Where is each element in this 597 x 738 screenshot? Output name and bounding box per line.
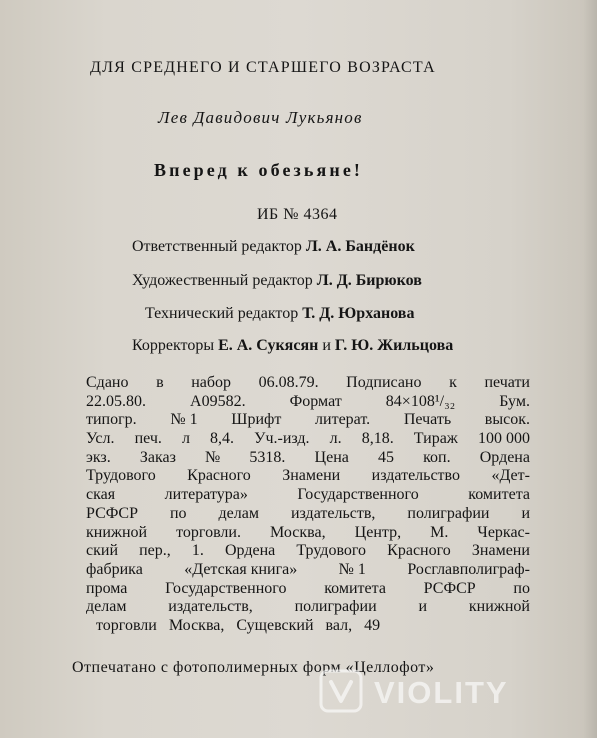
imprint-word: полиграфии bbox=[294, 598, 377, 616]
imprint-word: по bbox=[513, 579, 530, 597]
imprint-word: и bbox=[418, 598, 428, 616]
imprint-word: Росглавполиграф- bbox=[407, 560, 530, 578]
credit-responsible-editor bbox=[132, 237, 415, 257]
imprint-word: Знамени bbox=[471, 542, 530, 560]
imprint-word: издательство bbox=[371, 467, 460, 485]
imprint-line bbox=[86, 617, 530, 636]
imprint-word: и bbox=[521, 504, 530, 522]
imprint-word: Печать bbox=[403, 411, 452, 429]
imprint-word: ская bbox=[86, 486, 116, 504]
watermark-text: VIOLITY bbox=[374, 675, 509, 710]
imprint-word: Знамени bbox=[282, 467, 341, 485]
imprint-word: РСФСР bbox=[86, 504, 138, 522]
imprint-word: «Дет- bbox=[491, 467, 530, 485]
imprint-word: высок. bbox=[484, 411, 530, 429]
imprint-word: коп. bbox=[423, 448, 451, 466]
imprint-word: полиграфии bbox=[407, 504, 490, 522]
credit-role: Художественный редактор bbox=[132, 272, 313, 289]
imprint-line bbox=[86, 393, 530, 412]
imprint-line bbox=[86, 524, 530, 543]
imprint-word: л bbox=[181, 430, 190, 448]
imprint-word: Красного bbox=[187, 467, 251, 485]
imprint-line bbox=[86, 505, 530, 524]
imprint-word: 45 bbox=[377, 448, 394, 466]
imprint-word: ский bbox=[86, 542, 118, 560]
imprint-word: к bbox=[449, 374, 457, 391]
imprint-word: печати bbox=[484, 374, 530, 391]
imprint-word: торговли. bbox=[176, 523, 241, 541]
imprint-word: комитета bbox=[324, 579, 386, 597]
imprint-word: А09582. bbox=[190, 392, 246, 410]
credit-technical-editor bbox=[145, 304, 414, 324]
credit-name: Г. Ю. Жильцова bbox=[334, 337, 454, 354]
credit-role: Ответственный редактор bbox=[132, 238, 302, 255]
imprint-word: Москва, bbox=[270, 523, 326, 541]
credit-name: Л. Д. Бирюков bbox=[316, 272, 422, 289]
imprint-word: 5318. bbox=[249, 448, 286, 466]
imprint-line bbox=[86, 542, 530, 561]
imprint-word: Государственного bbox=[165, 579, 287, 597]
imprint-word: Трудового bbox=[86, 467, 156, 485]
imprint-word: Черкас- bbox=[477, 523, 530, 541]
imprint-word: 84×108¹/₃₂ bbox=[385, 392, 456, 410]
imprint-word: РСФСР bbox=[423, 579, 476, 597]
imprint-word: пер., bbox=[139, 542, 171, 560]
credit-art-editor bbox=[132, 271, 422, 291]
imprint-line bbox=[86, 449, 530, 468]
imprint-word: делам bbox=[86, 598, 127, 616]
credit-name: Л. А. Бандёнок bbox=[305, 238, 415, 255]
imprint-word: литература» bbox=[164, 486, 248, 504]
imprint-word: издательств, bbox=[290, 504, 376, 522]
imprint-word: по bbox=[169, 504, 187, 522]
imprint-word: набор bbox=[191, 374, 232, 391]
imprint-word: Ордена bbox=[479, 448, 530, 466]
imprint-word: типогр. bbox=[86, 411, 137, 429]
imprint-line bbox=[86, 430, 530, 449]
imprint-word: фабрика bbox=[86, 560, 143, 578]
imprint-line bbox=[86, 467, 530, 486]
imprint-line bbox=[86, 561, 530, 580]
imprint-word: комитета bbox=[468, 486, 530, 504]
imprint-word: Усл. bbox=[86, 430, 115, 448]
imprint-word: Ордена bbox=[225, 542, 276, 560]
imprint-word: № bbox=[205, 448, 221, 466]
credit-joiner: и bbox=[322, 337, 331, 354]
printing-note: Отпечатано с фотополимерных форм «Целлофот» bbox=[72, 659, 435, 676]
imprint-word: Шрифт bbox=[231, 411, 282, 429]
imprint-word: 06.08.79. bbox=[258, 374, 319, 391]
imprint-word: прома bbox=[86, 579, 128, 597]
imprint-word: 1. bbox=[191, 542, 204, 560]
credit-name: Т. Д. Юрханова bbox=[302, 305, 415, 322]
imprint-word: книжной bbox=[468, 598, 530, 616]
imprint-line bbox=[86, 374, 530, 393]
audience-heading: ДЛЯ СРЕДНЕГО И СТАРШЕГО ВОЗРАСТА bbox=[90, 59, 436, 76]
imprint-word: Уч.-изд. bbox=[254, 430, 310, 448]
imprint-word: Заказ bbox=[139, 448, 176, 466]
imprint-line bbox=[86, 411, 530, 430]
credit-role: Технический редактор bbox=[145, 305, 299, 322]
imprint-word: Бум. bbox=[499, 392, 530, 410]
imprint-word: № 1 bbox=[170, 411, 198, 429]
imprint-word: 100 000 bbox=[477, 430, 530, 448]
ib-number: ИБ № 4364 bbox=[257, 206, 338, 223]
imprint-word: Цена bbox=[314, 448, 349, 466]
credit-proofreaders bbox=[132, 336, 453, 356]
imprint-word: литерат. bbox=[315, 411, 371, 429]
imprint-word: Сдано bbox=[86, 374, 129, 391]
imprint-line bbox=[86, 580, 530, 599]
imprint-word: Государственного bbox=[297, 486, 419, 504]
imprint-word: л. bbox=[329, 430, 342, 448]
credit-role: Корректоры bbox=[132, 337, 215, 354]
page-edge-shadow bbox=[583, 0, 597, 738]
imprint-word: издательств, bbox=[168, 598, 253, 616]
imprint-word: Центр, bbox=[354, 523, 402, 541]
imprint-word: М. bbox=[430, 523, 449, 541]
imprint-word: делам bbox=[218, 504, 259, 522]
imprint-word: Сущевский bbox=[236, 616, 314, 634]
imprint-word: Трудового bbox=[296, 542, 367, 560]
imprint-line bbox=[86, 598, 530, 617]
imprint-word: Москва, bbox=[168, 616, 225, 634]
imprint-word: 8,18. bbox=[361, 430, 394, 448]
imprint-word: Тираж bbox=[413, 430, 458, 448]
imprint-word: Красного bbox=[387, 542, 451, 560]
imprint-word: Подписано bbox=[346, 374, 422, 391]
author-name: Лев Давидович Лукьянов bbox=[158, 108, 363, 127]
imprint-word: 8,4. bbox=[210, 430, 235, 448]
credit-name: Е. А. Сукясян bbox=[218, 337, 319, 354]
imprint-word: 22.05.80. bbox=[86, 392, 146, 410]
imprint-word: 49 bbox=[364, 616, 381, 634]
imprint-word: печ. bbox=[134, 430, 162, 448]
imprint-word: № 1 bbox=[338, 560, 366, 578]
imprint-word: торговли bbox=[96, 616, 157, 634]
imprint-word: в bbox=[156, 374, 164, 391]
imprint-line bbox=[86, 486, 530, 505]
imprint-word: вал, bbox=[325, 616, 353, 634]
imprint-word: Формат bbox=[289, 392, 342, 410]
imprint-word: «Детская книга» bbox=[184, 560, 298, 578]
imprint-word: экз. bbox=[86, 448, 111, 466]
book-title: Вперед к обезьяне! bbox=[154, 160, 364, 180]
imprint-word: книжной bbox=[86, 523, 148, 541]
imprint-block bbox=[86, 374, 530, 636]
